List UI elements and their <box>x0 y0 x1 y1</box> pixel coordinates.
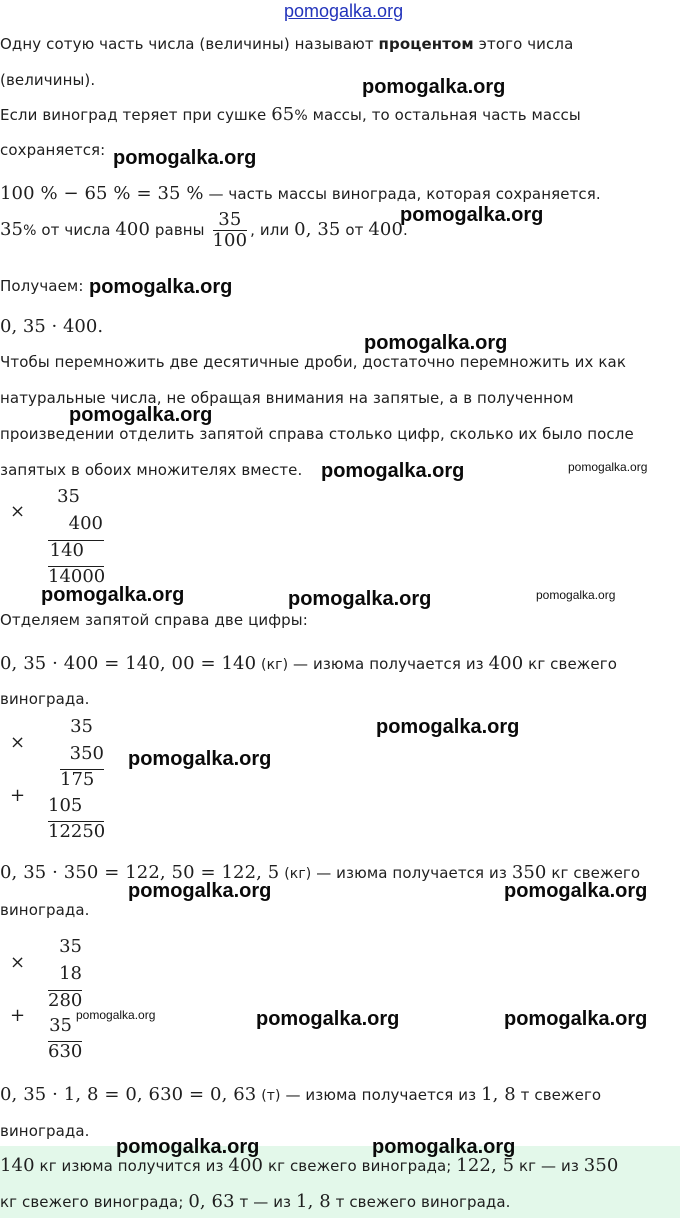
value-65: 65 <box>271 104 295 125</box>
watermark: pomogalka.org <box>362 76 506 98</box>
result-350-line-2: винограда. <box>0 901 90 919</box>
rule-line-4: запятых в обоих множителях вместе. <box>0 461 303 479</box>
problem-text-2: массы, то остальная часть массы <box>307 106 581 124</box>
partial-product-1: 175 <box>60 769 95 790</box>
value-1-8: 1, 8 <box>481 1084 516 1105</box>
value-400-b: 400 <box>368 219 404 240</box>
fraction-text-4: от <box>340 221 369 239</box>
answer-value-350: 350 <box>583 1155 619 1176</box>
difference-line <box>0 183 601 204</box>
product-result: 630 <box>48 1041 83 1062</box>
unit-t: (т) <box>261 1088 281 1104</box>
value-400: 400 <box>115 219 151 240</box>
factor-1: 35 <box>59 936 82 957</box>
problem-line-2: сохраняется: <box>0 141 106 159</box>
value-0-35: 0, 35 <box>294 219 341 240</box>
result-400-line <box>0 653 617 674</box>
watermark: pomogalka.org <box>41 584 185 606</box>
fraction-text-5: . <box>403 221 408 239</box>
answer-text-3: кг — из <box>514 1157 584 1175</box>
result-text-2: кг свежего <box>546 864 641 882</box>
product-expression: 0, 35 · 400. <box>0 316 104 337</box>
answer-value-122-5: 122, 5 <box>456 1155 515 1176</box>
comma-instruction: Отделяем запятой справа две цифры: <box>0 611 308 629</box>
percent-sign: % <box>294 108 308 124</box>
watermark: pomogalka.org <box>89 276 233 298</box>
plus-sign: + <box>10 1005 26 1026</box>
partial-product-2: 105 <box>48 795 83 816</box>
watermark-small: pomogalka.org <box>76 1008 156 1022</box>
fraction-35-100 <box>213 210 248 251</box>
watermark: pomogalka.org <box>400 204 544 226</box>
definition-line-1 <box>0 35 573 53</box>
partial-product-2: 35 <box>49 1015 72 1036</box>
result-1-8-expression: 0, 35 · 1, 8 = 0, 630 = 0, 63 <box>0 1084 257 1105</box>
watermark: pomogalka.org <box>372 1136 516 1158</box>
result-400-line-2: винограда. <box>0 690 90 708</box>
answer-line-1 <box>0 1155 618 1176</box>
factor-2: 400 <box>68 513 103 534</box>
result-text: — изюма получается из <box>288 655 489 673</box>
answer-value-140: 140 <box>0 1155 35 1176</box>
watermark: pomogalka.org <box>113 147 257 169</box>
result-1-8-line-2: винограда. <box>0 1122 90 1140</box>
watermark: pomogalka.org <box>504 1008 648 1030</box>
multiply-sign: × <box>10 501 26 522</box>
unit-kg: (кг) <box>261 657 289 673</box>
value-400: 400 <box>488 653 524 674</box>
partial-product: 140 <box>49 540 84 561</box>
watermark: pomogalka.org <box>128 748 272 770</box>
watermark: pomogalka.org <box>128 880 272 902</box>
plus-sign: + <box>10 785 26 806</box>
value-35: 35 <box>0 219 24 240</box>
product-result: 14000 <box>48 566 106 587</box>
result-350-expression: 0, 35 · 350 = 122, 50 = 122, 5 <box>0 862 280 883</box>
multiply-sign: × <box>10 952 26 973</box>
result-text: — изюма получается из <box>311 864 512 882</box>
result-text-2: кг свежего <box>523 655 617 673</box>
fraction-line <box>0 210 408 251</box>
watermark: pomogalka.org <box>376 716 520 738</box>
answer-value-0-63: 0, 63 <box>188 1191 235 1212</box>
fraction-text-3: , или <box>250 221 295 239</box>
watermark: pomogalka.org <box>364 332 508 354</box>
result-1-8-line <box>0 1084 601 1105</box>
rule-line-3: произведении отделить запятой справа столько цифр, сколько их было после <box>0 425 634 443</box>
factor-2: 18 <box>59 963 82 984</box>
answer-value-1-8: 1, 8 <box>296 1191 331 1212</box>
watermark: pomogalka.org <box>288 588 432 610</box>
answer-text-4: кг свежего винограда; <box>0 1193 189 1211</box>
answer-text: кг изюма получится из <box>34 1157 229 1175</box>
answer-text-5: т — из <box>234 1193 297 1211</box>
watermark-small: pomogalka.org <box>536 588 616 602</box>
product-result: 12250 <box>48 821 106 842</box>
rule-line-2: натуральные числа, не обращая внимания на запятые, а в полученном <box>0 389 574 407</box>
fraction-numerator: 35 <box>213 210 248 231</box>
watermark: pomogalka.org <box>256 1008 400 1030</box>
multiply-sign: × <box>10 732 26 753</box>
definition-text: Одну сотую часть числа (величины) называют <box>0 35 379 53</box>
problem-line-1 <box>0 104 581 125</box>
percent-sign: % <box>23 223 37 239</box>
factor-1: 35 <box>57 486 80 507</box>
answer-value-400: 400 <box>228 1155 264 1176</box>
result-text: — изюма получается из <box>280 1086 482 1104</box>
problem-text: Если виноград теряет при сушке <box>0 106 272 124</box>
factor-1: 35 <box>70 716 93 737</box>
partial-product-1: 280 <box>48 990 83 1011</box>
watermark: pomogalka.org <box>504 880 648 902</box>
result-400-expression: 0, 35 · 400 = 140, 00 = 140 <box>0 653 257 674</box>
difference-text: — часть массы винограда, которая сохраняется. <box>203 185 601 203</box>
top-watermark: pomogalka.org <box>284 1 404 21</box>
answer-line-2 <box>0 1191 511 1212</box>
difference-expression: 100 % − 65 % = 35 % <box>0 183 204 204</box>
fraction-text: от числа <box>36 221 116 239</box>
fraction-denominator: 100 <box>212 230 248 251</box>
fraction-text-2: равны <box>150 221 210 239</box>
value-350: 350 <box>511 862 547 883</box>
watermark: pomogalka.org <box>116 1136 260 1158</box>
unit-kg: (кг) <box>284 866 312 882</box>
watermark: pomogalka.org <box>69 404 213 426</box>
definition-line-2: (величины). <box>0 71 96 89</box>
watermark-small: pomogalka.org <box>568 460 648 474</box>
result-label: Получаем: <box>0 277 84 295</box>
answer-text-6: т свежего винограда. <box>330 1193 511 1211</box>
result-text-2: т свежего <box>515 1086 602 1104</box>
watermark: pomogalka.org <box>321 460 465 482</box>
term-percent: процентом <box>378 35 474 53</box>
definition-text-2: этого числа <box>473 35 574 53</box>
rule-line-1: Чтобы перемножить две десятичные дроби, достаточно перемножить их как <box>0 353 626 371</box>
answer-text-2: кг свежего винограда; <box>263 1157 457 1175</box>
factor-2: 350 <box>69 743 104 764</box>
answer-box <box>0 1146 680 1218</box>
